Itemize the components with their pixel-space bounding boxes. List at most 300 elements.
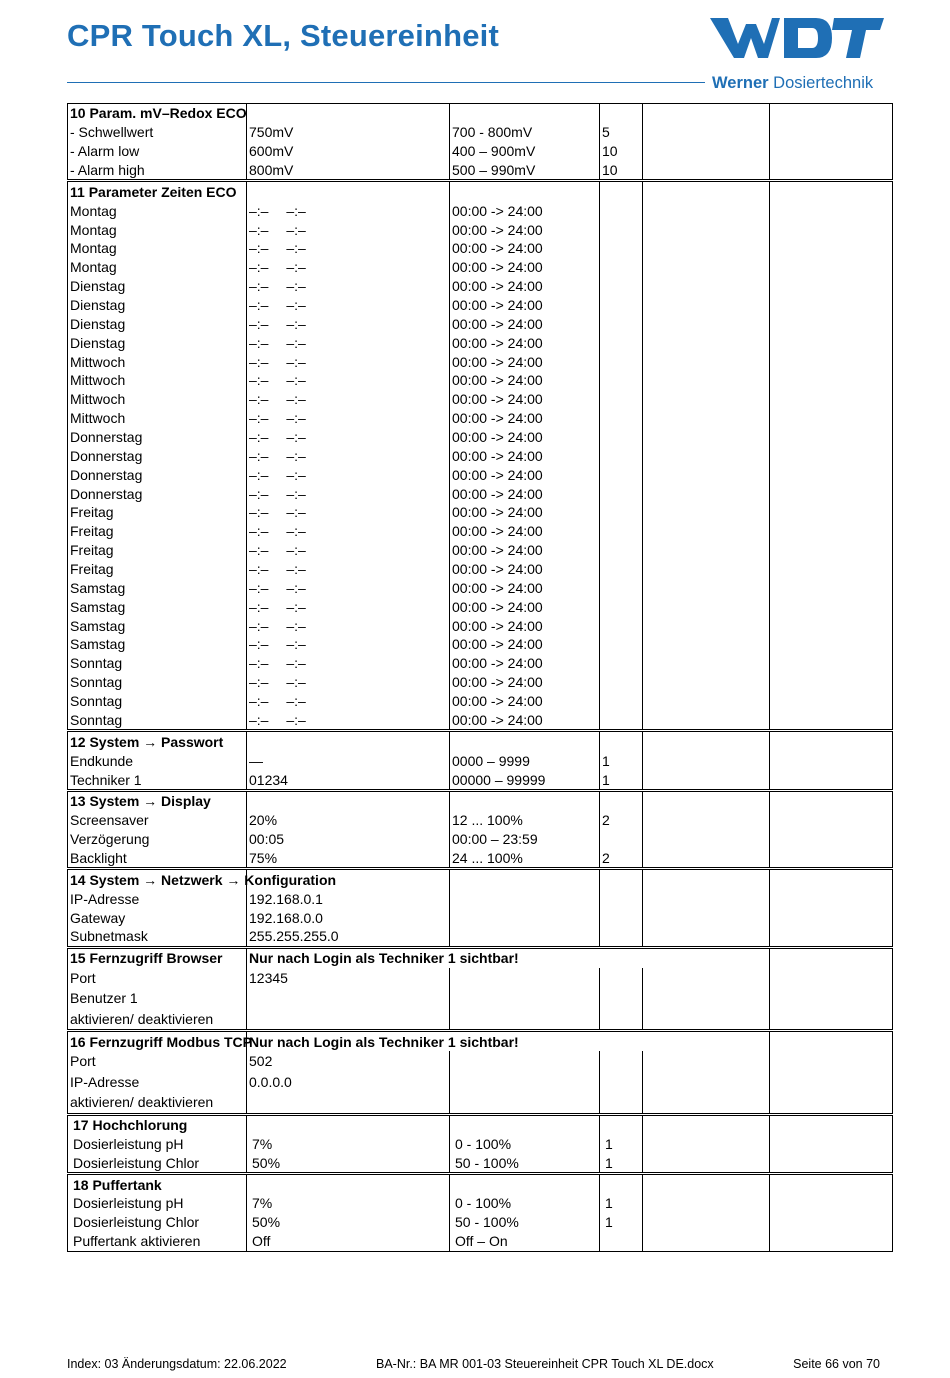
parameter-value: 750mV: [247, 123, 450, 142]
empty-cell: [643, 409, 770, 428]
parameter-step: [600, 927, 643, 947]
table-row: [68, 409, 893, 428]
empty-cell: [643, 790, 770, 810]
parameter-range: 12 ... 100%: [450, 811, 600, 830]
empty-cell: [770, 1114, 893, 1134]
parameter-name: Screensaver: [68, 811, 247, 830]
parameter-value: –:– –:–: [247, 239, 450, 258]
empty-cell: [770, 849, 893, 869]
empty-cell: [770, 988, 893, 1009]
parameter-value: —: [247, 751, 450, 770]
parameter-range: [450, 908, 600, 927]
parameter-name: Freitag: [68, 560, 247, 579]
empty-cell: [770, 1174, 893, 1194]
empty-cell: [643, 908, 770, 927]
empty-cell: [643, 371, 770, 390]
table-row: [68, 220, 893, 239]
section-header-row: [68, 1174, 893, 1194]
footer-index: Index: 03 Änderungsdatum: 22.06.2022: [67, 1357, 287, 1371]
parameter-value: 7%: [247, 1194, 450, 1213]
table-row: [68, 654, 893, 673]
table-row: [68, 142, 893, 161]
parameter-step: [600, 258, 643, 277]
parameter-step: [600, 635, 643, 654]
parameter-step: [600, 541, 643, 560]
parameter-range: [450, 1051, 600, 1072]
parameter-range: 00:00 -> 24:00: [450, 465, 600, 484]
parameter-range: [450, 988, 600, 1009]
parameter-step: [600, 333, 643, 352]
parameter-name: Puffertank aktivieren: [68, 1232, 247, 1251]
parameter-value: –:– –:–: [247, 673, 450, 692]
table-row: [68, 201, 893, 220]
parameter-value: –:– –:–: [247, 333, 450, 352]
parameter-step: [600, 968, 643, 989]
parameter-value: 7%: [247, 1134, 450, 1153]
empty-cell: [643, 277, 770, 296]
empty-cell: [643, 390, 770, 409]
parameter-range: 50 - 100%: [450, 1213, 600, 1232]
footer-doc-number: BA-Nr.: BA MR 001-03 Steuereinheit CPR Touch XL DE.docx: [376, 1357, 714, 1371]
table-row: [68, 1134, 893, 1153]
empty-cell: [770, 1194, 893, 1213]
empty-cell: [770, 947, 893, 967]
empty-cell: [770, 142, 893, 161]
empty-cell: [770, 541, 893, 560]
parameter-range: 00:00 -> 24:00: [450, 692, 600, 711]
parameter-step: 5: [600, 123, 643, 142]
parameter-range: 00:00 -> 24:00: [450, 616, 600, 635]
parameter-value: –:– –:–: [247, 409, 450, 428]
parameter-range: Off – On: [450, 1232, 600, 1251]
parameter-value: –:– –:–: [247, 201, 450, 220]
empty-cell: [643, 541, 770, 560]
wdt-logo-mark: [708, 14, 886, 70]
empty-cell: [770, 889, 893, 908]
table-row: [68, 161, 893, 181]
parameter-name: Montag: [68, 220, 247, 239]
parameter-range: 00:00 -> 24:00: [450, 352, 600, 371]
empty-cell: [770, 1072, 893, 1093]
parameter-name: Benutzer 1: [68, 988, 247, 1009]
empty-cell: [770, 1031, 893, 1051]
parameter-name: Dosierleistung Chlor: [68, 1213, 247, 1232]
empty-cell: [770, 560, 893, 579]
table-row: [68, 1213, 893, 1232]
parameter-step: 1: [600, 1213, 643, 1232]
table-row: [68, 352, 893, 371]
parameter-range: 00:00 -> 24:00: [450, 503, 600, 522]
parameter-range: 00:00 -> 24:00: [450, 239, 600, 258]
empty-cell: [643, 104, 770, 123]
empty-cell: [770, 314, 893, 333]
empty-cell: [770, 352, 893, 371]
parameter-name: Freitag: [68, 541, 247, 560]
empty-cell: [643, 1009, 770, 1031]
parameter-name: Samstag: [68, 635, 247, 654]
parameter-range: 00:00 -> 24:00: [450, 371, 600, 390]
parameter-name: Sonntag: [68, 711, 247, 731]
company-name-bold: Werner: [712, 74, 769, 92]
parameter-step: 10: [600, 161, 643, 181]
parameter-step: [600, 371, 643, 390]
parameter-step: [600, 616, 643, 635]
empty-cell: [600, 181, 643, 201]
empty-cell: [600, 1114, 643, 1134]
parameter-range: 00:00 -> 24:00: [450, 277, 600, 296]
parameter-name: Montag: [68, 239, 247, 258]
parameter-value: 00:05: [247, 830, 450, 849]
empty-cell: [643, 503, 770, 522]
parameter-step: 1: [600, 1153, 643, 1173]
empty-cell: [643, 1072, 770, 1093]
empty-cell: [450, 1114, 600, 1134]
parameter-value: –:– –:–: [247, 541, 450, 560]
parameter-range: 00:00 -> 24:00: [450, 314, 600, 333]
parameter-value: [247, 1092, 450, 1114]
parameter-name: aktivieren/ deaktivieren: [68, 1092, 247, 1114]
parameter-name: Donnerstag: [68, 446, 247, 465]
empty-cell: [643, 446, 770, 465]
empty-cell: [770, 522, 893, 541]
table-row: [68, 123, 893, 142]
parameter-name: Montag: [68, 258, 247, 277]
parameter-range: 50 - 100%: [450, 1153, 600, 1173]
parameter-name: Dosierleistung pH: [68, 1134, 247, 1153]
empty-cell: [770, 333, 893, 352]
table-row: [68, 277, 893, 296]
parameter-value: [247, 988, 450, 1009]
parameter-step: 2: [600, 811, 643, 830]
parameter-name: Gateway: [68, 908, 247, 927]
empty-cell: [770, 711, 893, 731]
table-row: [68, 1194, 893, 1213]
empty-cell: [643, 560, 770, 579]
empty-cell: [770, 484, 893, 503]
parameter-value: –:– –:–: [247, 692, 450, 711]
footer-page-number: Seite 66 von 70: [793, 1357, 880, 1371]
table-row: [68, 849, 893, 869]
parameter-table: [67, 103, 893, 1252]
parameter-range: 00:00 -> 24:00: [450, 296, 600, 315]
empty-cell: [770, 692, 893, 711]
empty-cell: [643, 161, 770, 181]
parameter-name: Freitag: [68, 522, 247, 541]
empty-cell: [770, 908, 893, 927]
parameter-name: Verzögerung: [68, 830, 247, 849]
parameter-range: 00:00 -> 24:00: [450, 597, 600, 616]
parameter-step: [600, 465, 643, 484]
parameter-step: [600, 830, 643, 849]
parameter-step: 10: [600, 142, 643, 161]
empty-cell: [770, 790, 893, 810]
parameter-value: –:– –:–: [247, 616, 450, 635]
parameter-name: - Alarm low: [68, 142, 247, 161]
section-title: 15 Fernzugriff Browser: [68, 947, 247, 967]
empty-cell: [643, 314, 770, 333]
table-row: [68, 1009, 893, 1031]
parameter-range: 00:00 -> 24:00: [450, 635, 600, 654]
parameter-name: aktivieren/ deaktivieren: [68, 1009, 247, 1031]
parameter-value: –:– –:–: [247, 654, 450, 673]
empty-cell: [770, 616, 893, 635]
parameter-step: [600, 446, 643, 465]
table-row: [68, 597, 893, 616]
parameter-step: [600, 578, 643, 597]
empty-cell: [643, 751, 770, 770]
parameter-name: Techniker 1: [68, 770, 247, 790]
empty-cell: [770, 1009, 893, 1031]
empty-cell: [643, 731, 770, 751]
empty-cell: [643, 1194, 770, 1213]
parameter-value: 800mV: [247, 161, 450, 181]
parameter-name: - Alarm high: [68, 161, 247, 181]
empty-cell: [643, 692, 770, 711]
parameter-range: [450, 889, 600, 908]
empty-cell: [643, 1051, 770, 1072]
empty-cell: [643, 811, 770, 830]
empty-cell: [770, 104, 893, 123]
empty-cell: [643, 239, 770, 258]
table-row: [68, 578, 893, 597]
parameter-value: –:– –:–: [247, 503, 450, 522]
parameter-step: [600, 503, 643, 522]
section-title: 17 Hochchlorung: [68, 1114, 247, 1134]
empty-cell: [643, 869, 770, 889]
section-header-row: [68, 947, 893, 967]
section-header-row: [68, 181, 893, 201]
empty-cell: [643, 220, 770, 239]
parameter-step: [600, 889, 643, 908]
empty-cell: [770, 220, 893, 239]
parameter-step: [600, 220, 643, 239]
parameter-range: 400 – 900mV: [450, 142, 600, 161]
parameter-name: Dienstag: [68, 333, 247, 352]
parameter-step: [600, 314, 643, 333]
section-header-row: [68, 1114, 893, 1134]
section-title: 13 System → Display: [68, 790, 247, 810]
empty-cell: [770, 1232, 893, 1251]
empty-cell: [247, 104, 450, 123]
parameter-name: - Schwellwert: [68, 123, 247, 142]
parameter-value: –:– –:–: [247, 258, 450, 277]
parameter-name: Dienstag: [68, 314, 247, 333]
parameter-value: –:– –:–: [247, 314, 450, 333]
parameter-step: [600, 390, 643, 409]
parameter-name: Dosierleistung Chlor: [68, 1153, 247, 1173]
parameter-range: 0 - 100%: [450, 1194, 600, 1213]
parameter-value: 192.168.0.0: [247, 908, 450, 927]
table-row: [68, 258, 893, 277]
parameter-range: 24 ... 100%: [450, 849, 600, 869]
table-row: [68, 692, 893, 711]
empty-cell: [643, 1153, 770, 1173]
empty-cell: [600, 790, 643, 810]
empty-cell: [450, 731, 600, 751]
parameter-step: [600, 428, 643, 447]
table-row: [68, 541, 893, 560]
parameter-name: Dienstag: [68, 277, 247, 296]
parameter-value: 75%: [247, 849, 450, 869]
empty-cell: [770, 578, 893, 597]
table-row: [68, 830, 893, 849]
parameter-name: Mittwoch: [68, 390, 247, 409]
parameter-value: –:– –:–: [247, 597, 450, 616]
parameter-range: 00:00 -> 24:00: [450, 201, 600, 220]
parameter-name: Mittwoch: [68, 352, 247, 371]
parameter-step: [600, 352, 643, 371]
empty-cell: [643, 258, 770, 277]
parameter-range: 00:00 -> 24:00: [450, 484, 600, 503]
parameter-range: 00:00 -> 24:00: [450, 409, 600, 428]
empty-cell: [600, 104, 643, 123]
parameter-range: 00:00 – 23:59: [450, 830, 600, 849]
empty-cell: [450, 790, 600, 810]
parameter-name: IP-Adresse: [68, 1072, 247, 1093]
parameter-name: Mittwoch: [68, 371, 247, 390]
empty-cell: [770, 296, 893, 315]
empty-cell: [770, 277, 893, 296]
parameter-value: 12345: [247, 968, 450, 989]
parameter-step: [600, 692, 643, 711]
parameter-value: –:– –:–: [247, 578, 450, 597]
table-row: [68, 503, 893, 522]
empty-cell: [643, 988, 770, 1009]
parameter-value: –:– –:–: [247, 711, 450, 731]
empty-cell: [770, 770, 893, 790]
parameter-value: –:– –:–: [247, 428, 450, 447]
empty-cell: [770, 1134, 893, 1153]
parameter-range: 00:00 -> 24:00: [450, 541, 600, 560]
empty-cell: [770, 654, 893, 673]
parameter-name: Freitag: [68, 503, 247, 522]
empty-cell: [770, 161, 893, 181]
parameter-step: [600, 1092, 643, 1114]
parameter-range: 00:00 -> 24:00: [450, 258, 600, 277]
table-row: [68, 333, 893, 352]
parameter-step: [600, 409, 643, 428]
empty-cell: [600, 1174, 643, 1194]
parameter-name: Dienstag: [68, 296, 247, 315]
empty-cell: [770, 1153, 893, 1173]
parameter-step: [600, 654, 643, 673]
parameter-step: [600, 239, 643, 258]
table-row: [68, 1072, 893, 1093]
parameter-value: –:– –:–: [247, 390, 450, 409]
parameter-step: [600, 277, 643, 296]
parameter-name: Montag: [68, 201, 247, 220]
parameter-range: 0 - 100%: [450, 1134, 600, 1153]
empty-cell: [247, 1174, 450, 1194]
empty-cell: [770, 181, 893, 201]
empty-cell: [770, 830, 893, 849]
parameter-step: 1: [600, 1194, 643, 1213]
table-row: [68, 927, 893, 947]
parameter-table-body: [68, 104, 893, 1252]
parameter-value: –:– –:–: [247, 446, 450, 465]
parameter-range: [450, 1009, 600, 1031]
company-logo: [708, 14, 886, 94]
table-row: [68, 968, 893, 989]
document-title: CPR Touch XL, Steuereinheit: [67, 18, 499, 53]
table-row: [68, 711, 893, 731]
parameter-name: Samstag: [68, 597, 247, 616]
table-row: [68, 1232, 893, 1251]
section-title: 18 Puffertank: [68, 1174, 247, 1194]
section-note: Nur nach Login als Techniker 1 sichtbar!: [247, 1031, 770, 1051]
empty-cell: [770, 635, 893, 654]
parameter-step: [600, 1232, 643, 1251]
empty-cell: [770, 673, 893, 692]
parameter-value: –:– –:–: [247, 371, 450, 390]
table-row: [68, 616, 893, 635]
empty-cell: [450, 181, 600, 201]
table-row: [68, 889, 893, 908]
section-header-row: [68, 731, 893, 751]
section-title: 11 Parameter Zeiten ECO: [68, 181, 247, 201]
parameter-range: 00:00 -> 24:00: [450, 390, 600, 409]
empty-cell: [643, 352, 770, 371]
parameter-name: Subnetmask: [68, 927, 247, 947]
empty-cell: [643, 770, 770, 790]
table-row: [68, 560, 893, 579]
parameter-value: 192.168.0.1: [247, 889, 450, 908]
parameter-value: 20%: [247, 811, 450, 830]
parameter-name: Donnerstag: [68, 465, 247, 484]
parameter-step: [600, 711, 643, 731]
empty-cell: [643, 333, 770, 352]
empty-cell: [643, 201, 770, 220]
header-divider: [67, 82, 705, 83]
empty-cell: [643, 889, 770, 908]
empty-cell: [643, 597, 770, 616]
empty-cell: [770, 811, 893, 830]
parameter-step: 1: [600, 1134, 643, 1153]
empty-cell: [643, 711, 770, 731]
parameter-step: [600, 597, 643, 616]
section-header-row: [68, 104, 893, 123]
empty-cell: [643, 522, 770, 541]
section-header-row: [68, 869, 893, 889]
parameter-range: [450, 1072, 600, 1093]
table-row: [68, 239, 893, 258]
parameter-value: –:– –:–: [247, 296, 450, 315]
table-row: [68, 465, 893, 484]
parameter-range: [450, 968, 600, 989]
empty-cell: [643, 635, 770, 654]
empty-cell: [770, 390, 893, 409]
parameter-name: IP-Adresse: [68, 889, 247, 908]
table-row: [68, 908, 893, 927]
empty-cell: [770, 409, 893, 428]
empty-cell: [247, 790, 450, 810]
parameter-value: Off: [247, 1232, 450, 1251]
empty-cell: [643, 428, 770, 447]
table-row: [68, 1092, 893, 1114]
parameter-step: [600, 201, 643, 220]
parameter-range: 00:00 -> 24:00: [450, 428, 600, 447]
parameter-step: 1: [600, 751, 643, 770]
parameter-value: [247, 1009, 450, 1031]
parameter-name: Port: [68, 1051, 247, 1072]
table-row: [68, 811, 893, 830]
company-name: [712, 74, 873, 93]
parameter-name: Sonntag: [68, 673, 247, 692]
empty-cell: [643, 578, 770, 597]
parameter-range: 00:00 -> 24:00: [450, 711, 600, 731]
parameter-step: 1: [600, 770, 643, 790]
empty-cell: [770, 428, 893, 447]
